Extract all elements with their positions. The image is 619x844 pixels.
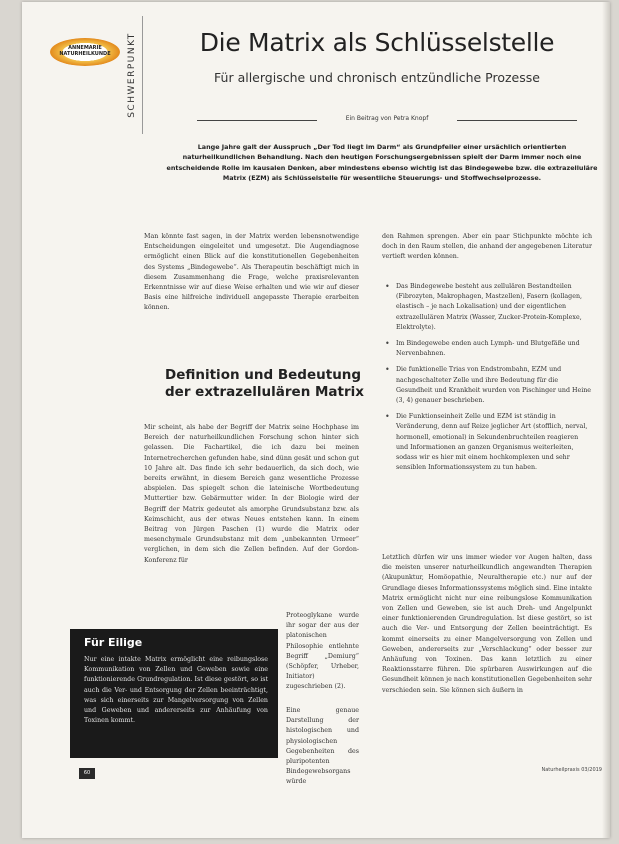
summary-box — [70, 629, 278, 758]
logo-text: ANNEMARIE NATURHEILKUNDE — [59, 45, 111, 57]
paragraph: Eine genaue Darstellung der histologischen und physiologischen Gegebenheiten des pluripotenten Bindegewebsorgans würde — [286, 707, 359, 786]
summary-box-text: Nur eine intakte Matrix ermöglicht eine reibungslose Kommunikation von Zellen und Geweben sowie eine funktionierende Grundregulation. Ist diese gestört, so ist auch die Ver- und Entsorgung der Zellen beeinträchtigt, was sich einerseits zur Mangelversorgung von Zellen und Geweben und andererseits zur Anhäufung von Toxinen kommt. — [84, 656, 268, 725]
column-1-continued — [286, 611, 359, 693]
list-item: • Die funktionelle Trias von Endstrombahn, EZM und nachgeschalteter Zelle und ihre Bedeutung für die Gesundheit und Krankheit wurden von Pischinger und Heine (3, 4) genauer beschrieben. — [384, 365, 592, 406]
journal-footer: Naturheilpraxis 03/2019 — [541, 767, 602, 773]
page-number: 60 — [79, 768, 95, 779]
paragraph: Mir scheint, als habe der Begriff der Matrix seine Hochphase im Bereich der naturheilkundlichen Forschung schon hinter sich gelassen. Die Fachartikel, die ich dazu bei meinen Internetrecherchen gefunden habe, sind dünn gesät und schon gut 10 Jahre alt. Das finde ich sehr bedauerlich, da sich doch, wie bereits erwähnt, in diesem Bereich ganz wesentliche Prozesse abspielen. Das spiegelt schon die lateinische Wortbedeutung Muttertier bzw. Gebärmutter wider. In der Biologie wird der Begriff der Matrix gedeutet als amorphe Grundsubstanz bzw. als Keimschicht, aus der etwas Neues entstehen kann. In einem Beitrag von Jürgen Paschen (1) wurde die Matrix oder mesenchymale Grundsubstanz mit dem „unbekannten Urmeer“ verglichen, in dem sich die Zellen befinden. Auf der Gordon-Konferenz für — [144, 424, 359, 564]
section-label-text: SCHWERPUNKT — [127, 32, 137, 118]
column-1-intro — [144, 232, 359, 314]
article-title: Die Matrix als Schlüsselstelle — [199, 28, 555, 57]
magazine-logo — [50, 38, 122, 68]
magazine-page — [22, 2, 610, 838]
list-item: • Im Bindegewebe enden auch Lymph- und Blutgefäße und Nervenbahnen. — [384, 339, 592, 359]
column-1-body — [144, 423, 359, 566]
paragraph: Letztlich dürfen wir uns immer wieder vor Augen halten, dass die meisten unserer naturheilkundlich angewandten Therapien (Akupunktur, Homöopathie, Neuraltherapie etc.) nur auf der Grundlage dieses Informationssystems möglich sind. Eine intakte Matrix ermöglicht nicht nur eine reibungslose Kommunikation von Zellen und Geweben, sie ist auch Dreh- und Angelpunkt einer funktionierenden Grundregulation. Ist diese gestört, so ist auch die Ver- und Entsorgung der Zellen beeinträchtigt. Es kommt einerseits zu einer Mangelversorgung von Zellen und Geweben, andererseits zur „Verschlackung“ oder besser zur Anhäufung von Toxinen. Das kann letztlich zu einer Reaktionsstarre führen. Die spürbaren Auswirkungen auf die Gesundheit können je nach konstitutionellen Gegebenheiten sehr verschieden sein. Sie können sich äußern in — [382, 554, 592, 694]
summary-box-heading: Für Eilige — [84, 636, 143, 649]
column-1-continued-2 — [286, 706, 359, 788]
bullet-list — [384, 282, 592, 479]
paragraph: den Rahmen sprengen. Aber ein paar Stichpunkte möchte ich doch in den Raum stellen, die anhand der angegebenen Literatur vertieft werden können. — [382, 233, 592, 261]
article-subtitle: Für allergische und chronisch entzündliche Prozesse — [214, 70, 540, 85]
column-2-intro — [382, 232, 592, 263]
page-edge-shadow — [602, 2, 610, 838]
section-label — [125, 22, 139, 132]
paragraph: Man könnte fast sagen, in der Matrix werden lebensnotwendige Entscheidungen eingeleitet und umgesetzt. Die Augendiagnose ermöglicht einen Blick auf die konstitutionellen Gegebenheiten des Systems „Bindegewebe“. Als Therapeutin beschäftigt mich in diesem Zusammenhang die Frage, welche praxisrelevanten Erkenntnisse wir auf diese Weise erhalten und wie wir auf dieser Basis eine hilfreiche individuell angepasste Therapie erarbeiten können. — [144, 233, 359, 312]
paragraph: Proteoglykane wurde ihr sogar der aus der platonischen Philosophie entlehnte Begriff „Demiurg“ (Schöpfer, Urheber, Initiator) zugeschrieben (2). — [286, 612, 359, 691]
byline-text: Ein Beitrag von Petra Knopf — [345, 115, 429, 122]
lead-paragraph: Lange Jahre galt der Ausspruch „Der Tod liegt im Darm“ als Grundpfeiler einer ursächlich orientierten naturheilkundlichen Behandlung. Nach den heutigen Forschungsergebnissen spielt der Darm immer noch eine entscheidende Rolle im kausalen Denken, aber mindestens ebenso wichtig ist das Bindegewebe bzw. die extrazelluläre Matrix (EZM) als Schlüsselstelle für wesentliche Steuerungs- und Stoffwechselprozesse. — [166, 143, 598, 183]
list-item: • Die Funktionseinheit Zelle und EZM ist ständig in Veränderung, denn auf Reize jeglicher Art (stofflich, nerval, hormonell, emotional) in Sekundenbruchteilen reagieren und Informationen an ganzen Organismus weiterleiten, sodass wir es hier mit einem hochkomplexen und sehr sensiblen Informationssystem zu tun haben. — [384, 412, 592, 473]
byline-rule-right — [457, 120, 577, 121]
vertical-divider — [142, 16, 143, 134]
list-item: • Das Bindegewebe besteht aus zellulären Bestandteilen (Fibrozyten, Makrophagen, Mastzellen), Fasern (kollagen, elastisch – je nach Lokalisation) und der eigentlichen extrazellulären Matrix (Wasser, Zucker-Protein-Komplexe, Elektrolyte). — [384, 282, 592, 333]
column-2-body — [382, 553, 592, 696]
section-heading: Definition und Bedeutung der extrazellulären Matrix — [165, 367, 364, 400]
byline — [197, 114, 577, 126]
